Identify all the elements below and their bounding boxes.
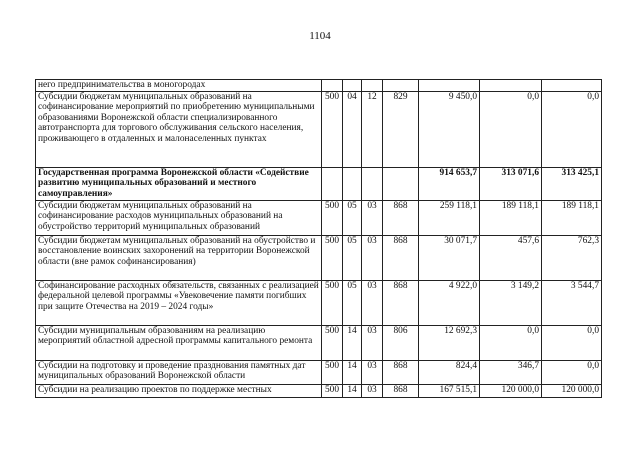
amount-year-3: 120 000,0 [542, 384, 602, 397]
row-description: Софинансирование расходных обязательств, связанных с реализацией федеральной целевой программы «Увековечение памяти погибших при защите Отечества на 2019 – 2024 годы» [36, 280, 322, 325]
code-section: 05 [343, 235, 362, 280]
amount-year-1: 914 653,7 [419, 167, 480, 200]
amount-year-2: 3 149,2 [480, 280, 542, 325]
row-description: Субсидии муниципальным образованиям на реализацию мероприятий областной адресной программы капитального ремонта [36, 325, 322, 360]
amount-year-1: 30 071,7 [419, 235, 480, 280]
table-row [36, 167, 602, 200]
budget-table [35, 79, 602, 398]
row-description: него предпринимательства в моногородах [36, 80, 322, 92]
code-target [383, 167, 419, 200]
amount-year-2: 313 071,6 [480, 167, 542, 200]
code-target: 829 [383, 91, 419, 167]
table-row [36, 80, 602, 92]
amount-year-2 [480, 80, 542, 92]
table-row [36, 91, 602, 167]
amount-year-2: 0,0 [480, 325, 542, 360]
code-target: 868 [383, 200, 419, 235]
table-row [36, 200, 602, 235]
code-ministry: 500 [322, 384, 343, 397]
amount-year-3: 762,3 [542, 235, 602, 280]
code-subsection: 03 [362, 325, 383, 360]
amount-year-3: 313 425,1 [542, 167, 602, 200]
code-target: 868 [383, 384, 419, 397]
code-subsection: 03 [362, 384, 383, 397]
code-target [383, 80, 419, 92]
code-ministry: 500 [322, 325, 343, 360]
table-row [36, 280, 602, 325]
amount-year-3 [542, 80, 602, 92]
amount-year-2: 457,6 [480, 235, 542, 280]
amount-year-1: 824,4 [419, 360, 480, 384]
code-target: 868 [383, 235, 419, 280]
code-target: 806 [383, 325, 419, 360]
code-subsection: 03 [362, 200, 383, 235]
amount-year-3: 0,0 [542, 360, 602, 384]
row-description: Субсидии на подготовку и проведение празднования памятных дат муниципальных образований Воронежской области [36, 360, 322, 384]
code-ministry: 500 [322, 280, 343, 325]
code-section [343, 80, 362, 92]
table-row [36, 325, 602, 360]
code-ministry [322, 167, 343, 200]
code-target: 868 [383, 280, 419, 325]
amount-year-3: 3 544,7 [542, 280, 602, 325]
code-subsection: 03 [362, 235, 383, 280]
code-target: 868 [383, 360, 419, 384]
amount-year-2: 120 000,0 [480, 384, 542, 397]
amount-year-1 [419, 80, 480, 92]
code-ministry: 500 [322, 235, 343, 280]
code-subsection [362, 80, 383, 92]
amount-year-3: 0,0 [542, 91, 602, 167]
budget-table-body [36, 80, 602, 398]
code-ministry: 500 [322, 91, 343, 167]
amount-year-2: 0,0 [480, 91, 542, 167]
code-section: 14 [343, 384, 362, 397]
code-section: 04 [343, 91, 362, 167]
row-description: Субсидии бюджетам муниципальных образований на обустройство и восстановление воинских захоронений на территории Воронежской области (вне рамок софинансирования) [36, 235, 322, 280]
amount-year-3: 0,0 [542, 325, 602, 360]
row-description: Субсидии на реализацию проектов по поддержке местных [36, 384, 322, 397]
amount-year-2: 346,7 [480, 360, 542, 384]
row-description: Субсидии бюджетам муниципальных образований на софинансирование расходов муниципальных образований на обустройство территорий муниципальных образований [36, 200, 322, 235]
code-ministry [322, 80, 343, 92]
row-description: Субсидии бюджетам муниципальных образований на софинансирование мероприятий по приобретению муниципальными образованиями Воронежской области специализированного автотранспорта для торгового обслуживания сельского населения, проживающего в отдаленных и малонаселенных пунктах [36, 91, 322, 167]
code-ministry: 500 [322, 200, 343, 235]
code-subsection: 12 [362, 91, 383, 167]
page-number: 1104 [309, 30, 331, 42]
code-subsection [362, 167, 383, 200]
table-row [36, 384, 602, 397]
table-row [36, 235, 602, 280]
amount-year-1: 12 692,3 [419, 325, 480, 360]
amount-year-1: 9 450,0 [419, 91, 480, 167]
amount-year-2: 189 118,1 [480, 200, 542, 235]
code-section [343, 167, 362, 200]
code-subsection: 03 [362, 280, 383, 325]
code-section: 14 [343, 360, 362, 384]
code-ministry: 500 [322, 360, 343, 384]
code-section: 14 [343, 325, 362, 360]
amount-year-1: 167 515,1 [419, 384, 480, 397]
code-subsection: 03 [362, 360, 383, 384]
amount-year-1: 4 922,0 [419, 280, 480, 325]
table-row [36, 360, 602, 384]
code-section: 05 [343, 200, 362, 235]
amount-year-3: 189 118,1 [542, 200, 602, 235]
amount-year-1: 259 118,1 [419, 200, 480, 235]
code-section: 05 [343, 280, 362, 325]
row-description: Государственная программа Воронежской области «Содействие развитию муниципальных образований и местного самоуправления» [36, 167, 322, 200]
